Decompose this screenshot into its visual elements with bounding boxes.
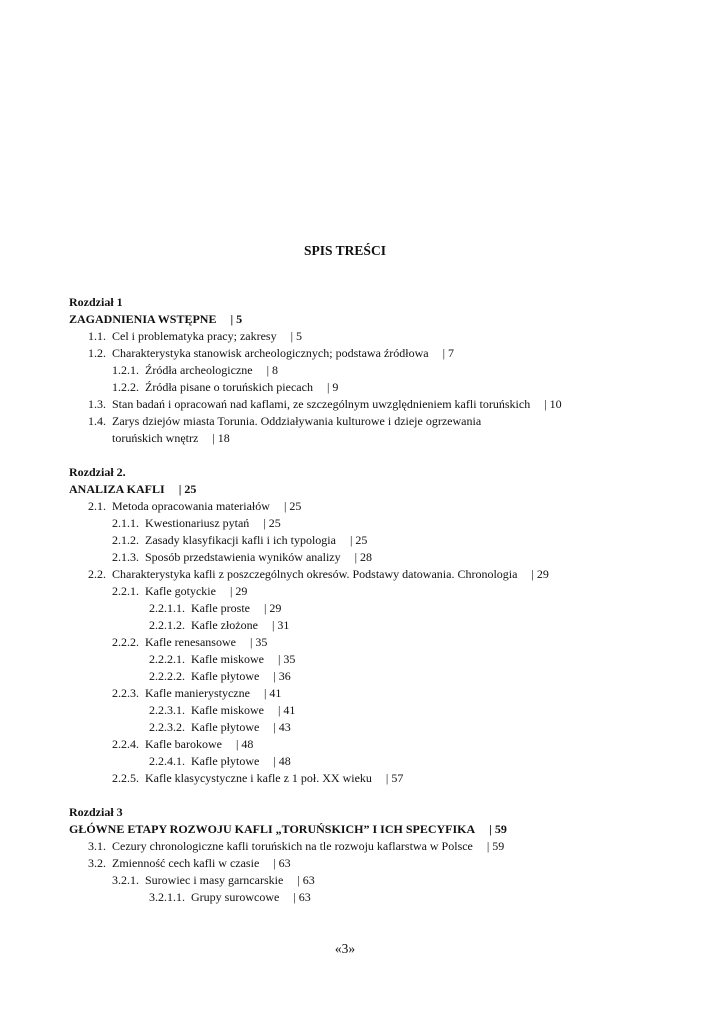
toc-entry-title: Metoda opracowania materiałów — [112, 499, 270, 513]
toc-entry-page: | 48 — [235, 737, 254, 751]
toc-entry-number: 2.2.1.2. — [149, 618, 185, 632]
toc-entry-page: | 29 — [263, 601, 282, 615]
toc-entry-page: | 63 — [293, 890, 311, 904]
table-of-contents — [69, 294, 709, 906]
toc-entry — [69, 396, 709, 413]
toc-chapter-line — [69, 464, 709, 481]
toc-entry — [69, 753, 709, 770]
toc-entry-title: Kafle manierystyczne — [145, 686, 250, 700]
toc-entry-page: | 31 — [271, 618, 290, 632]
toc-entry-page: | 59 — [486, 839, 505, 853]
toc-entry-title: Kafle renesansowe — [145, 635, 236, 649]
toc-entry — [69, 838, 709, 855]
toc-entry-title: ZAGADNIENIA WSTĘPNE — [69, 312, 217, 326]
toc-entry — [69, 532, 709, 549]
toc-entry-number: 1.2. — [88, 346, 106, 360]
toc-entry — [69, 328, 709, 345]
toc-entry-number: 2.2.2.2. — [149, 669, 185, 683]
toc-chapter-line — [69, 481, 709, 498]
toc-entry-page: | 18 — [212, 431, 230, 445]
toc-entry-number: 2.1.2. — [112, 533, 139, 547]
toc-entry-number: 3.2.1. — [112, 873, 139, 887]
toc-entry-page: | 25 — [178, 482, 197, 496]
toc-entry-title: Grupy surowcowe — [191, 890, 280, 904]
toc-entry-page: | 57 — [385, 771, 404, 785]
toc-entry — [69, 736, 709, 753]
toc-entry-page: | 36 — [273, 669, 291, 683]
toc-entry — [69, 719, 709, 736]
toc-entry-title: Kafle miskowe — [191, 652, 264, 666]
toc-entry-title: ANALIZA KAFLI — [69, 482, 165, 496]
toc-entry-title: toruńskich wnętrz — [112, 431, 199, 445]
toc-entry-title: Zasady klasyfikacji kafli i ich typologia — [145, 533, 336, 547]
toc-entry — [69, 889, 709, 906]
toc-entry-page: | 29 — [531, 567, 549, 581]
toc-chapter-line — [69, 294, 709, 311]
toc-entry-page: | 5 — [290, 329, 303, 343]
toc-entry — [69, 855, 709, 872]
toc-chapter-line — [69, 821, 709, 838]
toc-entry — [69, 362, 709, 379]
toc-entry — [69, 702, 709, 719]
toc-entry-page: | 63 — [273, 856, 291, 870]
toc-entry-title: GŁÓWNE ETAPY ROZWOJU KAFLI „TORUŃSKICH” I ICH SPECYFIKA — [69, 822, 476, 836]
toc-entry-title: Zarys dziejów miasta Torunia. Oddziaływania kulturowe i dzieje ogrzewania — [112, 414, 482, 428]
toc-entry-number: 1.2.1. — [112, 363, 139, 377]
toc-entry — [69, 566, 709, 583]
toc-entry-number: 2.2.1.1. — [149, 601, 185, 615]
toc-entry — [69, 430, 709, 447]
toc-entry-title: Cel i problematyka pracy; zakresy — [112, 329, 277, 343]
toc-entry-page: | 41 — [277, 703, 296, 717]
toc-entry-number: 3.1. — [88, 839, 106, 853]
toc-entry — [69, 549, 709, 566]
toc-entry-title: Źródła pisane o toruńskich piecach — [145, 380, 313, 394]
toc-entry — [69, 345, 709, 362]
toc-entry — [69, 770, 709, 787]
toc-entry-number: 2.2.3.2. — [149, 720, 185, 734]
page-title: SPIS TREŚCI — [304, 243, 386, 258]
toc-entry-title: Kafle płytowe — [191, 720, 260, 734]
toc-entry-page: | 5 — [230, 312, 243, 326]
toc-entry — [69, 583, 709, 600]
toc-entry-title: Źródła archeologiczne — [145, 363, 253, 377]
toc-entry-title: Sposób przedstawienia wyników analizy — [145, 550, 341, 564]
toc-chapter-line — [69, 804, 709, 821]
toc-entry-number: 2.2.3. — [112, 686, 139, 700]
toc-entry — [69, 379, 709, 396]
toc-entry-page: | 41 — [263, 686, 282, 700]
toc-entry-number: 2.1. — [88, 499, 106, 513]
toc-entry-page: | 28 — [354, 550, 373, 564]
toc-entry-title: Charakterystyka kafli z poszczególnych okresów. Podstawy datowania. Chronologia — [112, 567, 518, 581]
toc-entry-number: 3.2. — [88, 856, 106, 870]
toc-entry-title: Kafle proste — [191, 601, 250, 615]
toc-entry-title: Kafle płytowe — [191, 754, 260, 768]
toc-entry-number: 2.2.4.1. — [149, 754, 185, 768]
toc-entry — [69, 498, 709, 515]
toc-entry — [69, 872, 709, 889]
toc-chapter-line — [69, 311, 709, 328]
toc-entry-title: Kafle gotyckie — [145, 584, 216, 598]
toc-entry-page: | 9 — [326, 380, 339, 394]
toc-entry-page: | 7 — [442, 346, 454, 360]
toc-entry-title: Kafle klasycystyczne i kafle z 1 poł. XX wieku — [145, 771, 372, 785]
toc-entry — [69, 651, 709, 668]
toc-entry-number: 1.3. — [88, 397, 106, 411]
toc-entry-page: | 43 — [273, 720, 291, 734]
toc-entry-title: Kwestionariusz pytań — [145, 516, 250, 530]
toc-entry-page: | 59 — [489, 822, 507, 836]
toc-entry-page: | 25 — [283, 499, 302, 513]
toc-entry — [69, 617, 709, 634]
toc-entry-number: 2.2.4. — [112, 737, 139, 751]
toc-entry-title: Stan badań i opracowań nad kaflami, ze szczególnym uwzględnieniem kafli toruńskich — [112, 397, 531, 411]
toc-entry — [69, 413, 709, 430]
toc-entry-page: | 25 — [263, 516, 281, 530]
toc-entry-page: | 8 — [266, 363, 279, 377]
toc-entry-page: | 25 — [349, 533, 368, 547]
toc-entry-title: Kafle miskowe — [191, 703, 264, 717]
toc-entry-page: | 63 — [297, 873, 315, 887]
toc-entry — [69, 600, 709, 617]
toc-entry-number: 2.2. — [88, 567, 106, 581]
toc-entry — [69, 685, 709, 702]
toc-entry-number: 3.2.1.1. — [149, 890, 185, 904]
toc-entry — [69, 668, 709, 685]
toc-entry-number: 2.2.3.1. — [149, 703, 185, 717]
toc-entry-number: 2.1.3. — [112, 550, 139, 564]
toc-entry-number: 2.2.5. — [112, 771, 139, 785]
toc-entry-title: Surowiec i masy garncarskie — [145, 873, 284, 887]
toc-entry-title: Zmienność cech kafli w czasie — [112, 856, 260, 870]
toc-entry — [69, 634, 709, 651]
toc-entry-title: Kafle złożone — [191, 618, 258, 632]
toc-entry-title: Rozdział 1 — [69, 295, 123, 309]
toc-entry-title: Charakterystyka stanowisk archeologicznych; podstawa źródłowa — [112, 346, 429, 360]
toc-entry-number: 2.2.2. — [112, 635, 139, 649]
toc-entry-page: | 29 — [229, 584, 248, 598]
toc-entry-number: 1.2.2. — [112, 380, 139, 394]
toc-entry-page: | 10 — [544, 397, 562, 411]
page-number: «3» — [334, 941, 356, 956]
toc-entry-page: | 35 — [277, 652, 296, 666]
toc-entry-title: Kafle barokowe — [145, 737, 222, 751]
toc-entry-title: Cezury chronologiczne kafli toruńskich na tle rozwoju kaflarstwa w Polsce — [112, 839, 473, 853]
toc-entry-number: 2.2.1. — [112, 584, 139, 598]
toc-entry-number: 2.2.2.1. — [149, 652, 185, 666]
toc-entry-page: | 35 — [249, 635, 268, 649]
toc-entry-number: 1.1. — [88, 329, 106, 343]
toc-entry-title: Rozdział 3 — [69, 805, 123, 819]
toc-entry-number: 1.4. — [88, 414, 106, 428]
toc-entry — [69, 515, 709, 532]
toc-entry-page: | 48 — [273, 754, 291, 768]
toc-entry-title: Kafle płytowe — [191, 669, 260, 683]
toc-entry-title: Rozdział 2. — [69, 465, 126, 479]
toc-entry-number: 2.1.1. — [112, 516, 139, 530]
